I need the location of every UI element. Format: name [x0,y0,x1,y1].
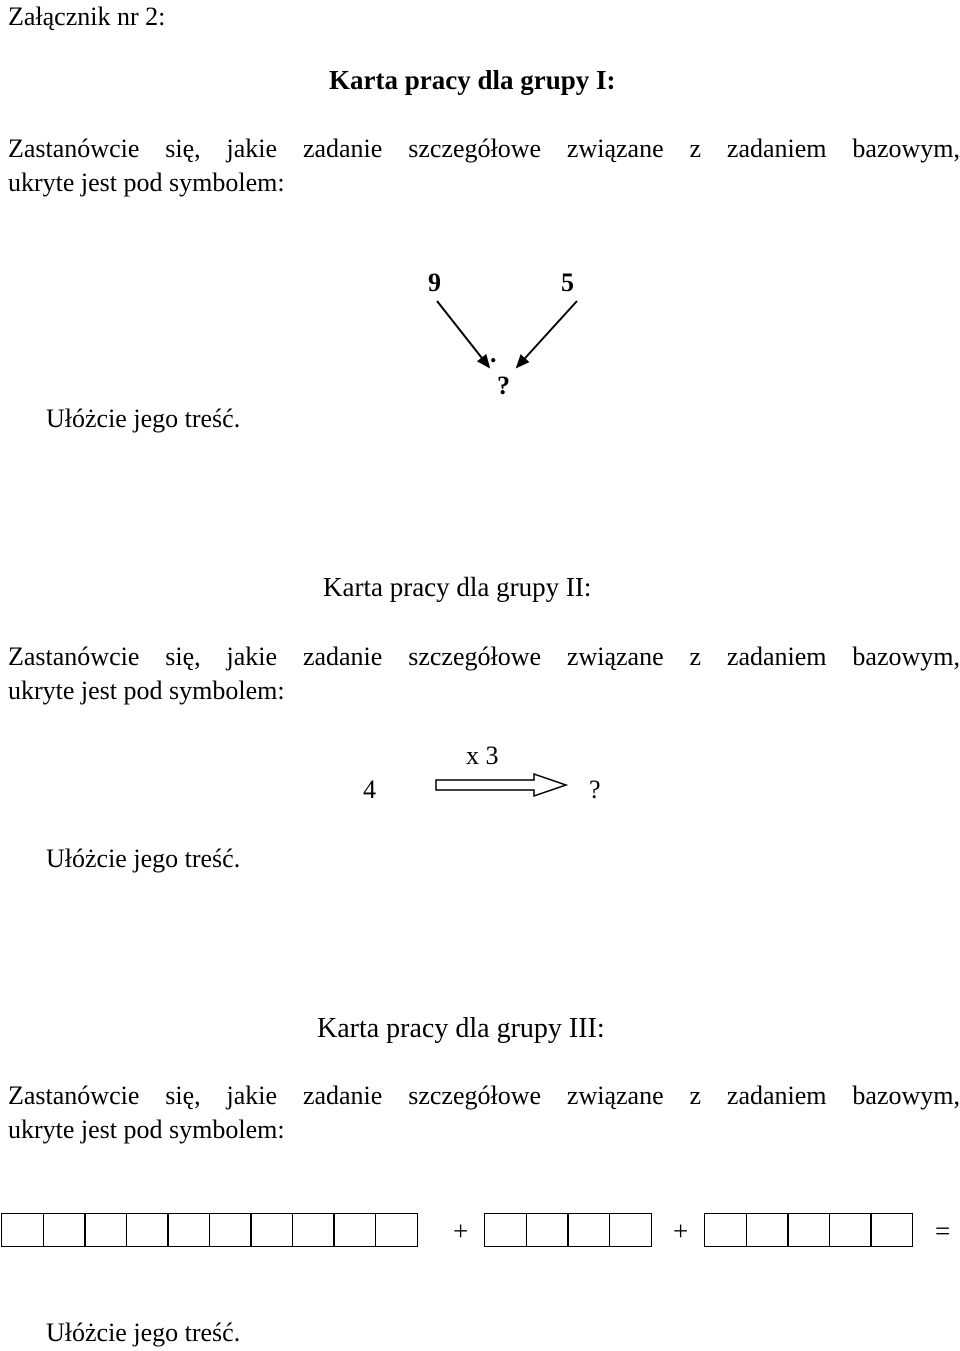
plus-sign-2: + [673,1216,689,1246]
digit-box [787,1213,830,1247]
start-value: 4 [363,775,376,804]
digit-box [567,1213,610,1247]
digit-box [1,1213,44,1247]
digit-box [609,1213,652,1247]
operation-label: x 3 [466,741,499,770]
digit-box [167,1213,210,1247]
question-line-2: ukryte jest pod symbolem: [8,1115,285,1144]
diagram-number-5: 5 [561,268,574,297]
digit-box [84,1213,127,1247]
group-3-question [8,1079,960,1147]
digit-box [870,1213,913,1247]
result-question-mark: ? [497,371,510,400]
group-3-instruction: Ułóżcie jego treść. [46,1318,241,1347]
digit-box [250,1213,293,1247]
attachment-label: Załącznik nr 2: [8,2,166,31]
digit-box [126,1213,169,1247]
operation-dot: . [490,339,497,368]
result-question-mark: ? [589,775,601,804]
digit-box [209,1213,252,1247]
box-group-3 [704,1213,912,1247]
digit-box [704,1213,747,1247]
group-2-instruction: Ułóżcie jego treść. [46,844,241,873]
question-line-2: ukryte jest pod symbolem: [8,168,285,197]
group-3-heading: Karta pracy dla grupy III: [317,1013,605,1044]
digit-box [375,1213,418,1247]
question-line-2: ukryte jest pod symbolem: [8,676,285,705]
box-group-2 [484,1213,650,1247]
group-1-instruction: Ułóżcie jego treść. [46,404,241,433]
group-2-heading: Karta pracy dla grupy II: [323,572,592,602]
equals-sign: = [935,1216,951,1246]
digit-box [829,1213,872,1247]
digit-box [484,1213,527,1247]
digit-box [43,1213,86,1247]
digit-box [746,1213,789,1247]
group-1-heading: Karta pracy dla grupy I: [329,65,616,95]
digit-box [292,1213,335,1247]
question-line-1: Zastanówcie się, jakie zadanie szczegółowe związane z zadaniem bazowym, [8,642,960,671]
digit-box [333,1213,376,1247]
diagram-number-9: 9 [428,268,441,297]
plus-sign-1: + [453,1216,469,1246]
digit-box [526,1213,569,1247]
question-line-1: Zastanówcie się, jakie zadanie szczegółowe związane z zadaniem bazowym, [8,1081,960,1110]
box-group-1 [1,1213,416,1247]
question-line-1: Zastanówcie się, jakie zadanie szczegółowe związane z zadaniem bazowym, [8,134,960,163]
